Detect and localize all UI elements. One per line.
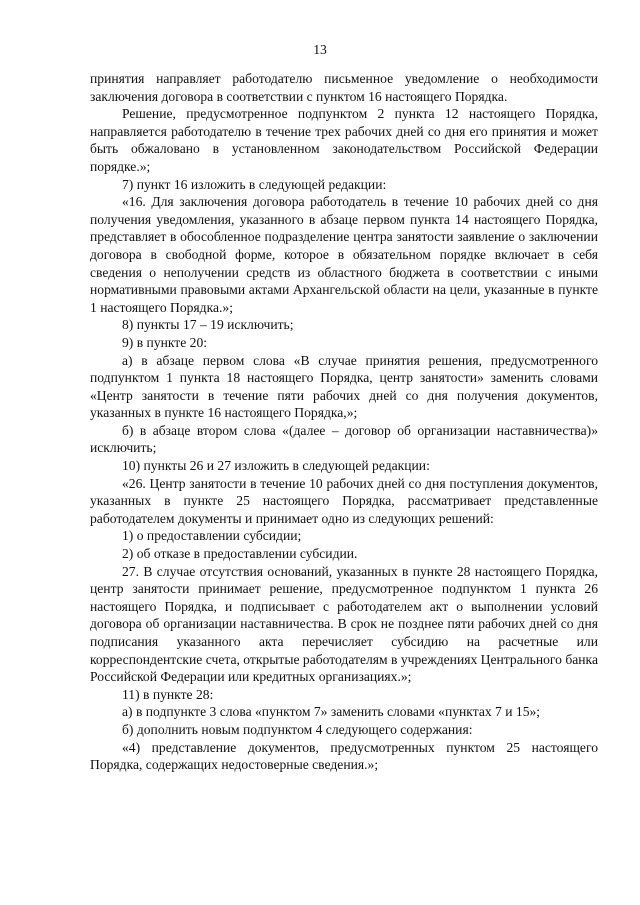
paragraph: 27. В случае отсутствия оснований, указанных в пункте 28 настоящего Порядка, центр занятости принимает решение, предусмотренное подпунктом 1 пункта 26 настоящего Порядка, и подписывает с работодателем акт о выполнении условий договора об организации наставничества. В срок не позднее пяти рабочих дней со дня подписания указанного акта перечисляет субсидию на расчетные или корреспондентские счета, открытые работодателям в учреждениях Центрального банка Российской Федерации или кредитных организациях.»; [90,563,598,685]
paragraph: принятия направляет работодателю письменное уведомление о необходимости заключения договора в соответствии с пунктом 16 настоящего Порядка. [90,71,598,104]
paragraph: 9) в пункте 20: [122,334,208,350]
paragraph: «16. Для заключения договора работодатель в течение 10 рабочих дней со дня получения уведомления, указанного в абзаце первом пункта 14 настоящего Порядка, представляет в обособленное подразделение центра занятости заявление о заключении договора в свободной форме, которое в обязательном порядке включает в себя сведения о неполучении средств из областного бюджета в соответствии с иными нормативными правовыми актами Архангельской области на цели, указанные в пункте 1 настоящего Порядка.»; [90,194,598,315]
paragraph: 1) о предоставлении субсидии; [122,528,302,544]
paragraph: «4) представление документов, предусмотренных пунктом 25 настоящего Порядка, содержащих недостоверные сведения.»; [90,739,598,773]
paragraph: 11) в пункте 28: [122,686,214,702]
document-body [90,70,598,774]
paragraph: Решение, предусмотренное подпунктом 2 пункта 12 настоящего Порядка, направляется работодателю в течение трех рабочих дней со дня его принятия и может быть обжаловано в установленном законодательством Российской Федерации порядке.»; [90,106,598,174]
paragraph: «26. Центр занятости в течение 10 рабочих дней со дня поступления документов, указанных в пункте 25 настоящего Порядка, рассматривает представленные работодателем документы и принимает одно из следующих решений: [90,475,598,526]
paragraph: а) в подпункте 3 слова «пунктом 7» заменить словами «пунктах 7 и 15»; [122,704,541,720]
page-number: 13 [313,42,327,57]
paragraph: б) в абзаце втором слова «(далее – договор об организации наставничества)» исключить; [90,422,598,456]
paragraph: 10) пункты 26 и 27 изложить в следующей редакции: [122,458,430,474]
paragraph: 2) об отказе в предоставлении субсидии. [122,546,358,562]
paragraph: 7) пункт 16 изложить в следующей редакции: [122,176,387,192]
paragraph: 8) пункты 17 – 19 исключить; [122,317,294,333]
paragraph: а) в абзаце первом слова «В случае принятия решения, предусмотренного подпунктом 1 пункта 18 настоящего Порядка, центр занятости» заменить словами «Центр занятости в течение пяти рабочих дней со дня получения документов, указанных в пункте 16 настоящего Порядка,»; [90,352,598,421]
paragraph: б) дополнить новым подпунктом 4 следующего содержания: [122,721,473,737]
